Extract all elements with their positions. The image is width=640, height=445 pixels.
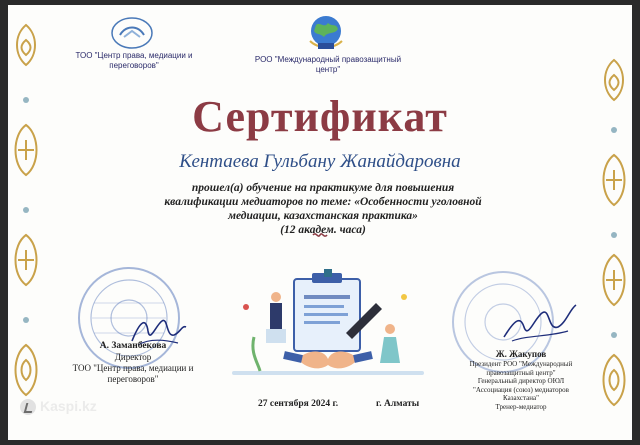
signer-left: [58, 341, 208, 385]
kaspi-logo-icon: [20, 399, 36, 415]
description-line-1: прошел(а) обучение на практикуме для повышения квалификации медиаторов по: [164, 182, 455, 208]
signer-right-line-5: Казахстана": [503, 394, 539, 402]
org-right-name: РОО "Международный правозащитный центр": [254, 55, 402, 74]
logo-mediation-icon: [108, 13, 156, 53]
signature-right-icon: [498, 301, 578, 347]
kaspi-watermark: [20, 398, 97, 415]
signer-left-name: А. Заманбекова: [99, 341, 167, 351]
certificate: [8, 5, 632, 440]
course-hours: (12 академ. часа): [280, 224, 366, 236]
issue-date: 27 сентября 2024 г.: [258, 399, 339, 409]
signer-right-name: Ж. Жакупов: [495, 349, 547, 359]
signer-right-line-4: "Ассоциация (союз) медиаторов: [473, 385, 569, 394]
issue-city: г. Алматы: [376, 399, 420, 409]
divider-ornament-icon: [312, 231, 328, 239]
certificate-title: Сертификат: [192, 92, 448, 141]
globe-logo-icon: [304, 11, 348, 55]
signer-left-org: ТОО "Центр права, медиации и переговоров": [72, 363, 194, 384]
description-line-2: теме: «Особенности уголовной медиации, казахстанская практика»: [228, 196, 482, 222]
handshake-illustration: [228, 267, 428, 387]
signer-right-line-1: Президент РОО "Международный: [469, 360, 573, 368]
left-ornament-border-icon: [8, 5, 44, 440]
signer-left-role: Директор: [114, 352, 152, 362]
recipient-name: Кентаева Гульбану Жанайдаровна: [179, 151, 461, 172]
signer-right-line-2: правозащитный центр": [486, 368, 556, 377]
signer-right-line-6: Тренер-медиатор: [495, 402, 547, 411]
org-left-name: ТОО "Центр права, медиации и переговоров": [75, 51, 193, 70]
right-ornament-border-icon: [596, 5, 632, 440]
watermark-text: Kaspi.kz: [40, 398, 97, 414]
signer-right: [446, 349, 596, 411]
signer-right-line-3: Генеральный директор ОЮЛ: [477, 377, 565, 385]
certificate-description: [158, 181, 488, 237]
